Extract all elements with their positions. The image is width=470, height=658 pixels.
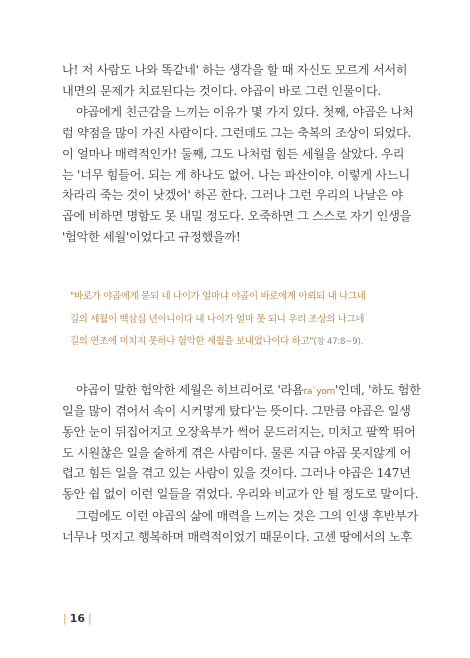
text-line: 그럼에도 이런 야곱의 삶에 매력을 느끼는 것은 그의 인생 후반부가 (76, 509, 418, 523)
text-line (76, 380, 421, 401)
text-segment: 야곱이 말한 험악한 세월은 히브리어로 '라욤 (76, 383, 304, 397)
scripture-quote (70, 286, 410, 354)
text-line: 곱에 비하면 명함도 못 내밀 정도다. 오죽하면 그 스스로 자기 인생을 (62, 209, 412, 224)
paragraph-2-cont (62, 123, 412, 248)
paragraph-3-cont (62, 401, 419, 505)
text-line: 나! 저 사람도 나와 똑같네' 하는 생각을 할 때 자신도 모르게 서서히 (62, 63, 408, 77)
paragraph-1 (62, 60, 408, 102)
text-line: 내면의 문제가 치료된다는 것이다. 야곱이 바로 그런 인물이다. (62, 83, 381, 98)
text-line: 럼 약점을 많이 가진 사람이다. 그런데도 그는 축복의 조상이 되었다. (62, 126, 412, 140)
text-line: 렵고 힘든 일을 겪고 있는 사람이 있을 것이다. 그러나 야곱은 147년 (62, 466, 411, 481)
page-number-value: 16 (69, 612, 86, 625)
paragraph-4-cont (62, 527, 412, 548)
text-line: 일을 많이 겪어서 속이 시커멓게 탔다'는 뜻이다. 그만큼 야곱은 일생 (62, 404, 411, 418)
paragraph-4 (76, 506, 418, 527)
paragraph-3 (76, 380, 421, 401)
quote-line (70, 331, 410, 354)
text-line: 는 '너무 힘들어. 되는 게 하나도 없어. 나는 파산이야. 이렇게 사느니 (62, 167, 410, 182)
page-number (60, 612, 95, 625)
divider: | (88, 612, 92, 625)
quote-text: 길의 연조에 미치지 못하나 험악한 세월을 보내었나이다 하고" (70, 336, 314, 347)
text-segment: '인데, '하도 험한 (334, 383, 421, 397)
text-line: 야곱에게 친근감을 느끼는 이유가 몇 가지 있다. 첫째, 야곱은 나처 (76, 105, 414, 119)
text-line: 이 얼마나 매력적인가! 둘째, 그도 나처럼 힘든 세월을 살았다. 우리 (62, 146, 405, 161)
text-line: '험악한 세월'이었다고 규정했을까! (62, 229, 241, 244)
scripture-reference: (창 47:8~9). (313, 337, 364, 347)
hebrew-word: ra`yom (303, 387, 335, 397)
text-line: 도 시원찮은 일을 숱하게 겪은 사람이다. 물론 지금 야곱 못지않게 어 (62, 445, 412, 460)
text-line: 차라리 죽는 것이 낫겠어' 하곤 한다. 그러나 그런 우리의 나날은 야 (62, 188, 403, 203)
quote-line: "바로가 야곱에게 묻되 네 나이가 얼마냐 야곱이 바로에게 아뢰되 내 나그네 (70, 291, 366, 302)
text-line: 동안 쉼 없이 이런 일들을 겪었다. 우리와 비교가 안 될 정도로 말이다. (62, 487, 419, 502)
text-line: 너무나 멋지고 행복하며 매력적이었기 때문이다. 고센 땅에서의 노후 (62, 530, 412, 544)
paragraph-2 (76, 102, 414, 123)
divider: | (63, 612, 67, 625)
quote-line: 길의 세월이 백삼십 년이니이다 내 나이가 얼마 못 되니 우리 조상의 나그네 (70, 313, 365, 325)
text-line: 동안 눈이 뒤집어지고 오장육부가 썩어 문드러지는, 미치고 팔짝 뛰어 (62, 424, 416, 439)
